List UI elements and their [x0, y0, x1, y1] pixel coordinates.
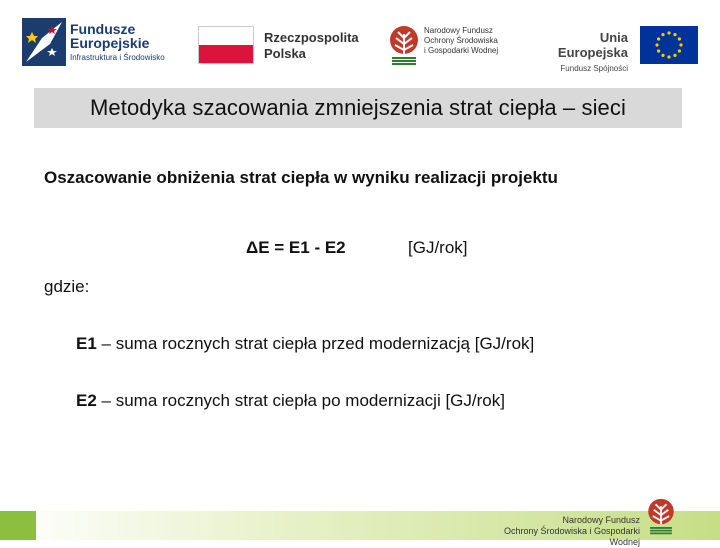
unia-line2: Fundusz Spójności	[560, 64, 628, 73]
slide-subtitle: Oszacowanie obniżenia strat ciepła w wyniku realizacji projektu	[44, 168, 558, 187]
formula-unit: [GJ/rok]	[408, 238, 468, 257]
fundusze-line1: Fundusze	[70, 21, 136, 37]
polish-flag-icon	[198, 26, 254, 64]
unia-europejska-logo	[530, 26, 700, 73]
footer-accent	[0, 511, 36, 540]
eu-flag-icon	[640, 26, 698, 64]
fundusze-europejskie-icon	[22, 18, 66, 66]
definition-term: E1	[76, 334, 97, 353]
fundusze-line3: Infrastruktura i Środowisko	[70, 53, 165, 62]
where-label: gdzie:	[44, 277, 90, 296]
footer-line1: Narodowy Fundusz	[562, 515, 640, 525]
nfosigw-line3: i Gospodarki Wodnej	[424, 46, 499, 55]
rzeczpospolita-line1: Rzeczpospolita	[264, 30, 359, 45]
definition-text: – suma rocznych strat ciepła przed modernizacją [GJ/rok]	[96, 334, 535, 353]
slide-title-band	[34, 88, 682, 128]
footer-emblem-icon	[646, 497, 676, 537]
definition-term: E2	[76, 391, 97, 410]
rzeczpospolita-line2: Polska	[264, 46, 306, 61]
footer-nfosigw-logo	[490, 497, 710, 547]
definition-e2	[76, 391, 505, 411]
unia-line1: Unia Europejska	[557, 30, 628, 60]
nfosigw-line2: Ochrony Środowiska	[424, 36, 498, 45]
fundusze-europejskie-logo	[22, 18, 182, 66]
logo-bar	[0, 0, 720, 80]
slide-title: Metodyka szacowania zmniejszenia strat ciepła – sieci	[90, 95, 626, 120]
rzeczpospolita-logo	[198, 26, 358, 66]
fundusze-line2: Europejskie	[70, 35, 150, 51]
footer-line2: Ochrony Środowiska i Gospodarki Wodnej	[503, 526, 640, 547]
nfosigw-emblem-icon	[388, 24, 420, 68]
definition-e1	[76, 334, 534, 354]
nfosigw-logo	[388, 24, 518, 68]
definition-text: – suma rocznych strat ciepła po modernizacji [GJ/rok]	[96, 391, 505, 410]
formula: ΔE = E1 - E2	[246, 238, 346, 257]
nfosigw-line1: Narodowy Fundusz	[424, 26, 493, 35]
